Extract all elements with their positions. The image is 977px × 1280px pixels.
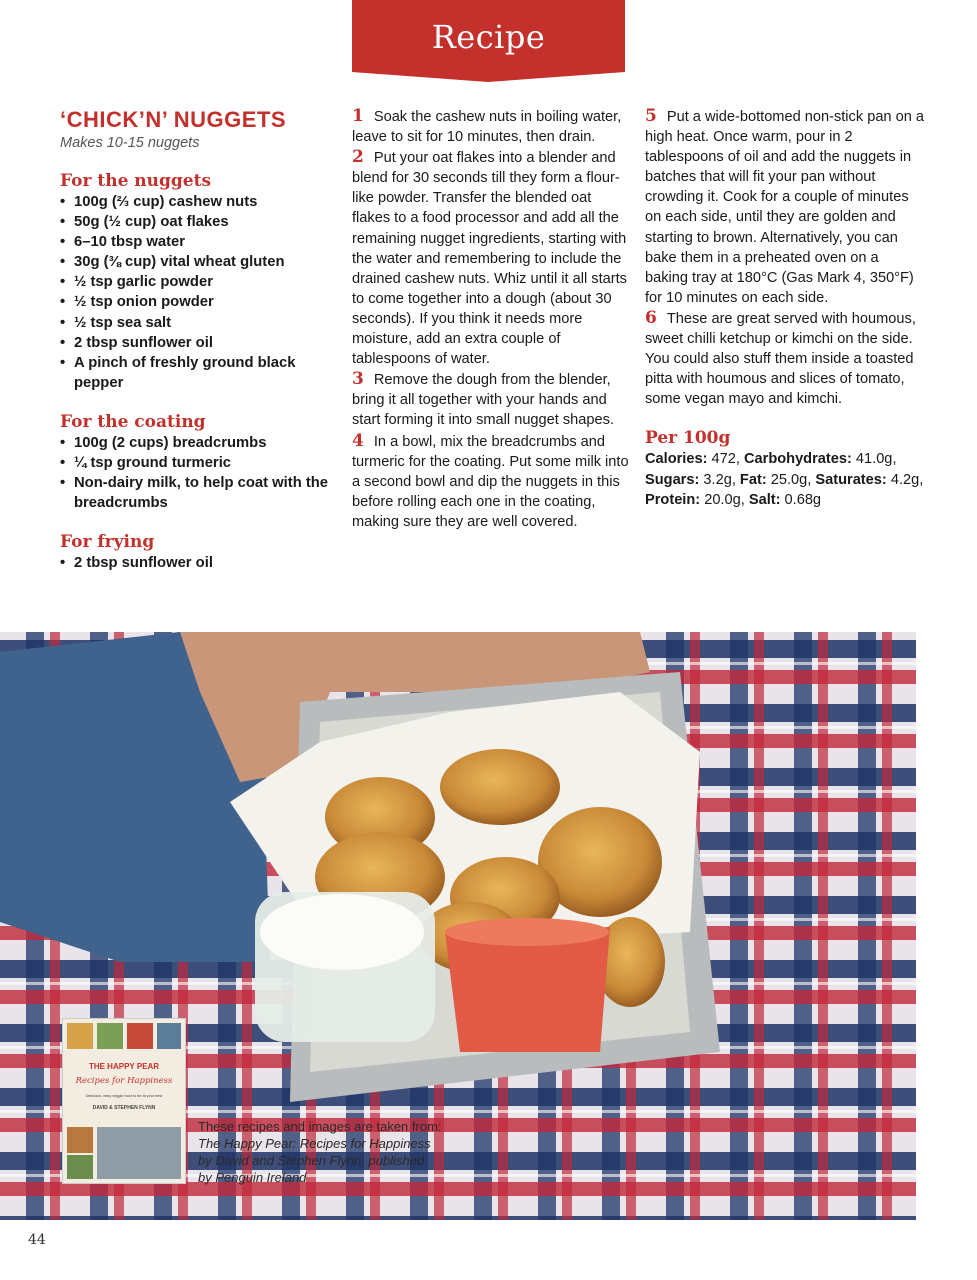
- recipe-yield: Makes 10-15 nuggets: [60, 135, 200, 151]
- ingredient-item: • ½ tsp garlic powder: [60, 272, 340, 292]
- caption-line: [198, 1169, 458, 1186]
- nutr-value: 0.68g: [784, 491, 822, 508]
- step-number: 1: [352, 106, 364, 126]
- step-text: Put a wide-bottomed non-stick pan on a high heat. Once warm, pour in 2 tablespoons of oil and add the nuggets in batches that will fit your pan without crowding it. Cook for a couple of minutes on each side, until they are golden and starting to brown. Alternatively, you can bake them in a preheated oven on a baking tray at 180°C (Gas Mark 4, 350°F) for 10 minutes on each side.: [645, 109, 925, 306]
- banner-notch: [352, 72, 625, 82]
- step-text: In a bowl, mix the breadcrumbs and turmeric for the coating. Put some milk into a second bowl and dip the nuggets in this before rolling each one in the coating, making sure they are well covered.: [352, 433, 629, 530]
- section-title: Recipe: [431, 18, 546, 56]
- caption-line: These recipes and images are taken from:: [198, 1119, 442, 1134]
- step-text: Soak the cashew nuts in boiling water, leave to sit for 10 minutes, then drain.: [352, 109, 622, 146]
- step-number: 2: [352, 147, 364, 168]
- method-step: [352, 147, 630, 369]
- nutr-label: Salt:: [748, 491, 781, 508]
- nutr-label: Calories:: [645, 451, 708, 468]
- coating-heading: For the coating: [60, 411, 206, 432]
- nuggets-heading: For the nuggets: [60, 171, 212, 191]
- method-step: [352, 369, 630, 430]
- photo-caption: [198, 1118, 458, 1186]
- nutrition-heading: Per 100g: [645, 428, 731, 449]
- nutr-value: 472: [711, 451, 736, 468]
- caption-line-text: by David and Stephen Flynn, published: [198, 1153, 425, 1168]
- ingredient-item: • 2 tbsp sunflower oil: [60, 553, 340, 573]
- nutr-label: Fat:: [739, 471, 767, 488]
- method-column-2: [645, 106, 925, 510]
- nutr-value: 25.0g: [770, 471, 808, 488]
- nutr-value: 4.2g: [890, 471, 920, 488]
- nutr-label: Protein:: [645, 491, 701, 508]
- ingredient-item: • A pinch of freshly ground black pepper: [60, 353, 340, 393]
- step-text: Put your oat flakes into a blender and blend for 30 seconds till they form a flour-like powder. Transfer the blended oat flakes to a food processor and add all the remaining nugget ingredients, starting with the water and remembering to include the drained cashew nuts. Whiz until it all starts to come together into a dough (about 30 seconds). If you think it needs more moisture, add an extra couple of tablespoons of water.: [352, 150, 627, 368]
- ingredient-item: • 100g (⅔ cup) cashew nuts: [60, 192, 340, 212]
- nutr-value: 20.0g: [704, 491, 741, 508]
- ingredients-column: [60, 106, 340, 591]
- caption-book-title-text: The Happy Pear: Recipes for Happiness: [198, 1136, 431, 1151]
- recipe-title: ‘CHICK’N’ NUGGETS: [60, 107, 287, 132]
- step-number: 3: [352, 369, 364, 390]
- nutrition-info: Calories: 472, Carbohydrates: 41.0g, Sugars: 3.2g, Fat: 25.0g, Saturates: 4.2g, Protein: 20.0g, Salt: 0.68g: [645, 451, 924, 508]
- frying-heading: For frying: [60, 532, 155, 553]
- ingredient-item: • 6–10 tbsp water: [60, 232, 340, 252]
- step-number: 4: [352, 430, 364, 451]
- caption-line: [198, 1152, 458, 1169]
- book-cover: [62, 1018, 186, 1184]
- book-tagline: Delicious, easy veggie food to be at your best: [85, 1094, 163, 1098]
- ingredient-item: • 100g (2 cups) breadcrumbs: [60, 433, 340, 453]
- ingredient-item: • ¼ tsp ground turmeric: [60, 453, 340, 473]
- method-step: [352, 431, 630, 532]
- method-column-1: [352, 106, 630, 532]
- coating-list: [60, 433, 340, 513]
- nutr-label: Saturates:: [815, 471, 887, 488]
- book-brand: THE HAPPY PEAR: [88, 1062, 160, 1071]
- frying-list: [60, 553, 340, 573]
- step-text: Remove the dough from the blender, bring it all together with your hands and start forming it into small nugget shapes.: [352, 372, 615, 429]
- method-step: [645, 308, 925, 409]
- nutr-value: 41.0g: [855, 451, 893, 468]
- book-authors: DAVID & STEPHEN FLYNN: [92, 1105, 156, 1111]
- book-title: Recipes for Happiness: [75, 1076, 173, 1086]
- nutr-label: Sugars:: [645, 471, 700, 488]
- caption-line-text: by Penguin Ireland: [198, 1170, 307, 1185]
- method-step: [645, 106, 925, 308]
- ingredient-item: • 2 tbsp sunflower oil: [60, 333, 340, 353]
- caption-book-title: [198, 1135, 458, 1152]
- nutr-value: 3.2g: [703, 471, 732, 488]
- method-step: [352, 106, 630, 147]
- ingredient-item: • 50g (½ cup) oat flakes: [60, 212, 340, 232]
- nutr-label: Carbohydrates:: [743, 451, 852, 468]
- step-text: These are great served with houmous, sweet chilli ketchup or kimchi on the side. You could also stuff them inside a toasted pitta with houmous and slices of tomato, some vegan mayo and kimchi.: [645, 310, 916, 408]
- step-number: 6: [645, 307, 657, 328]
- ingredient-item: • 30g (⅜ cup) vital wheat gluten: [60, 252, 340, 272]
- ingredient-item: • ½ tsp sea salt: [60, 313, 340, 333]
- page-number: 44: [28, 1232, 46, 1248]
- ingredient-item: • ½ tsp onion powder: [60, 292, 340, 312]
- book-cover-art: [63, 1019, 185, 1183]
- step-number: 5: [645, 106, 657, 126]
- nuggets-list: [60, 192, 340, 393]
- ingredient-item: • Non-dairy milk, to help coat with the breadcrumbs: [60, 473, 340, 513]
